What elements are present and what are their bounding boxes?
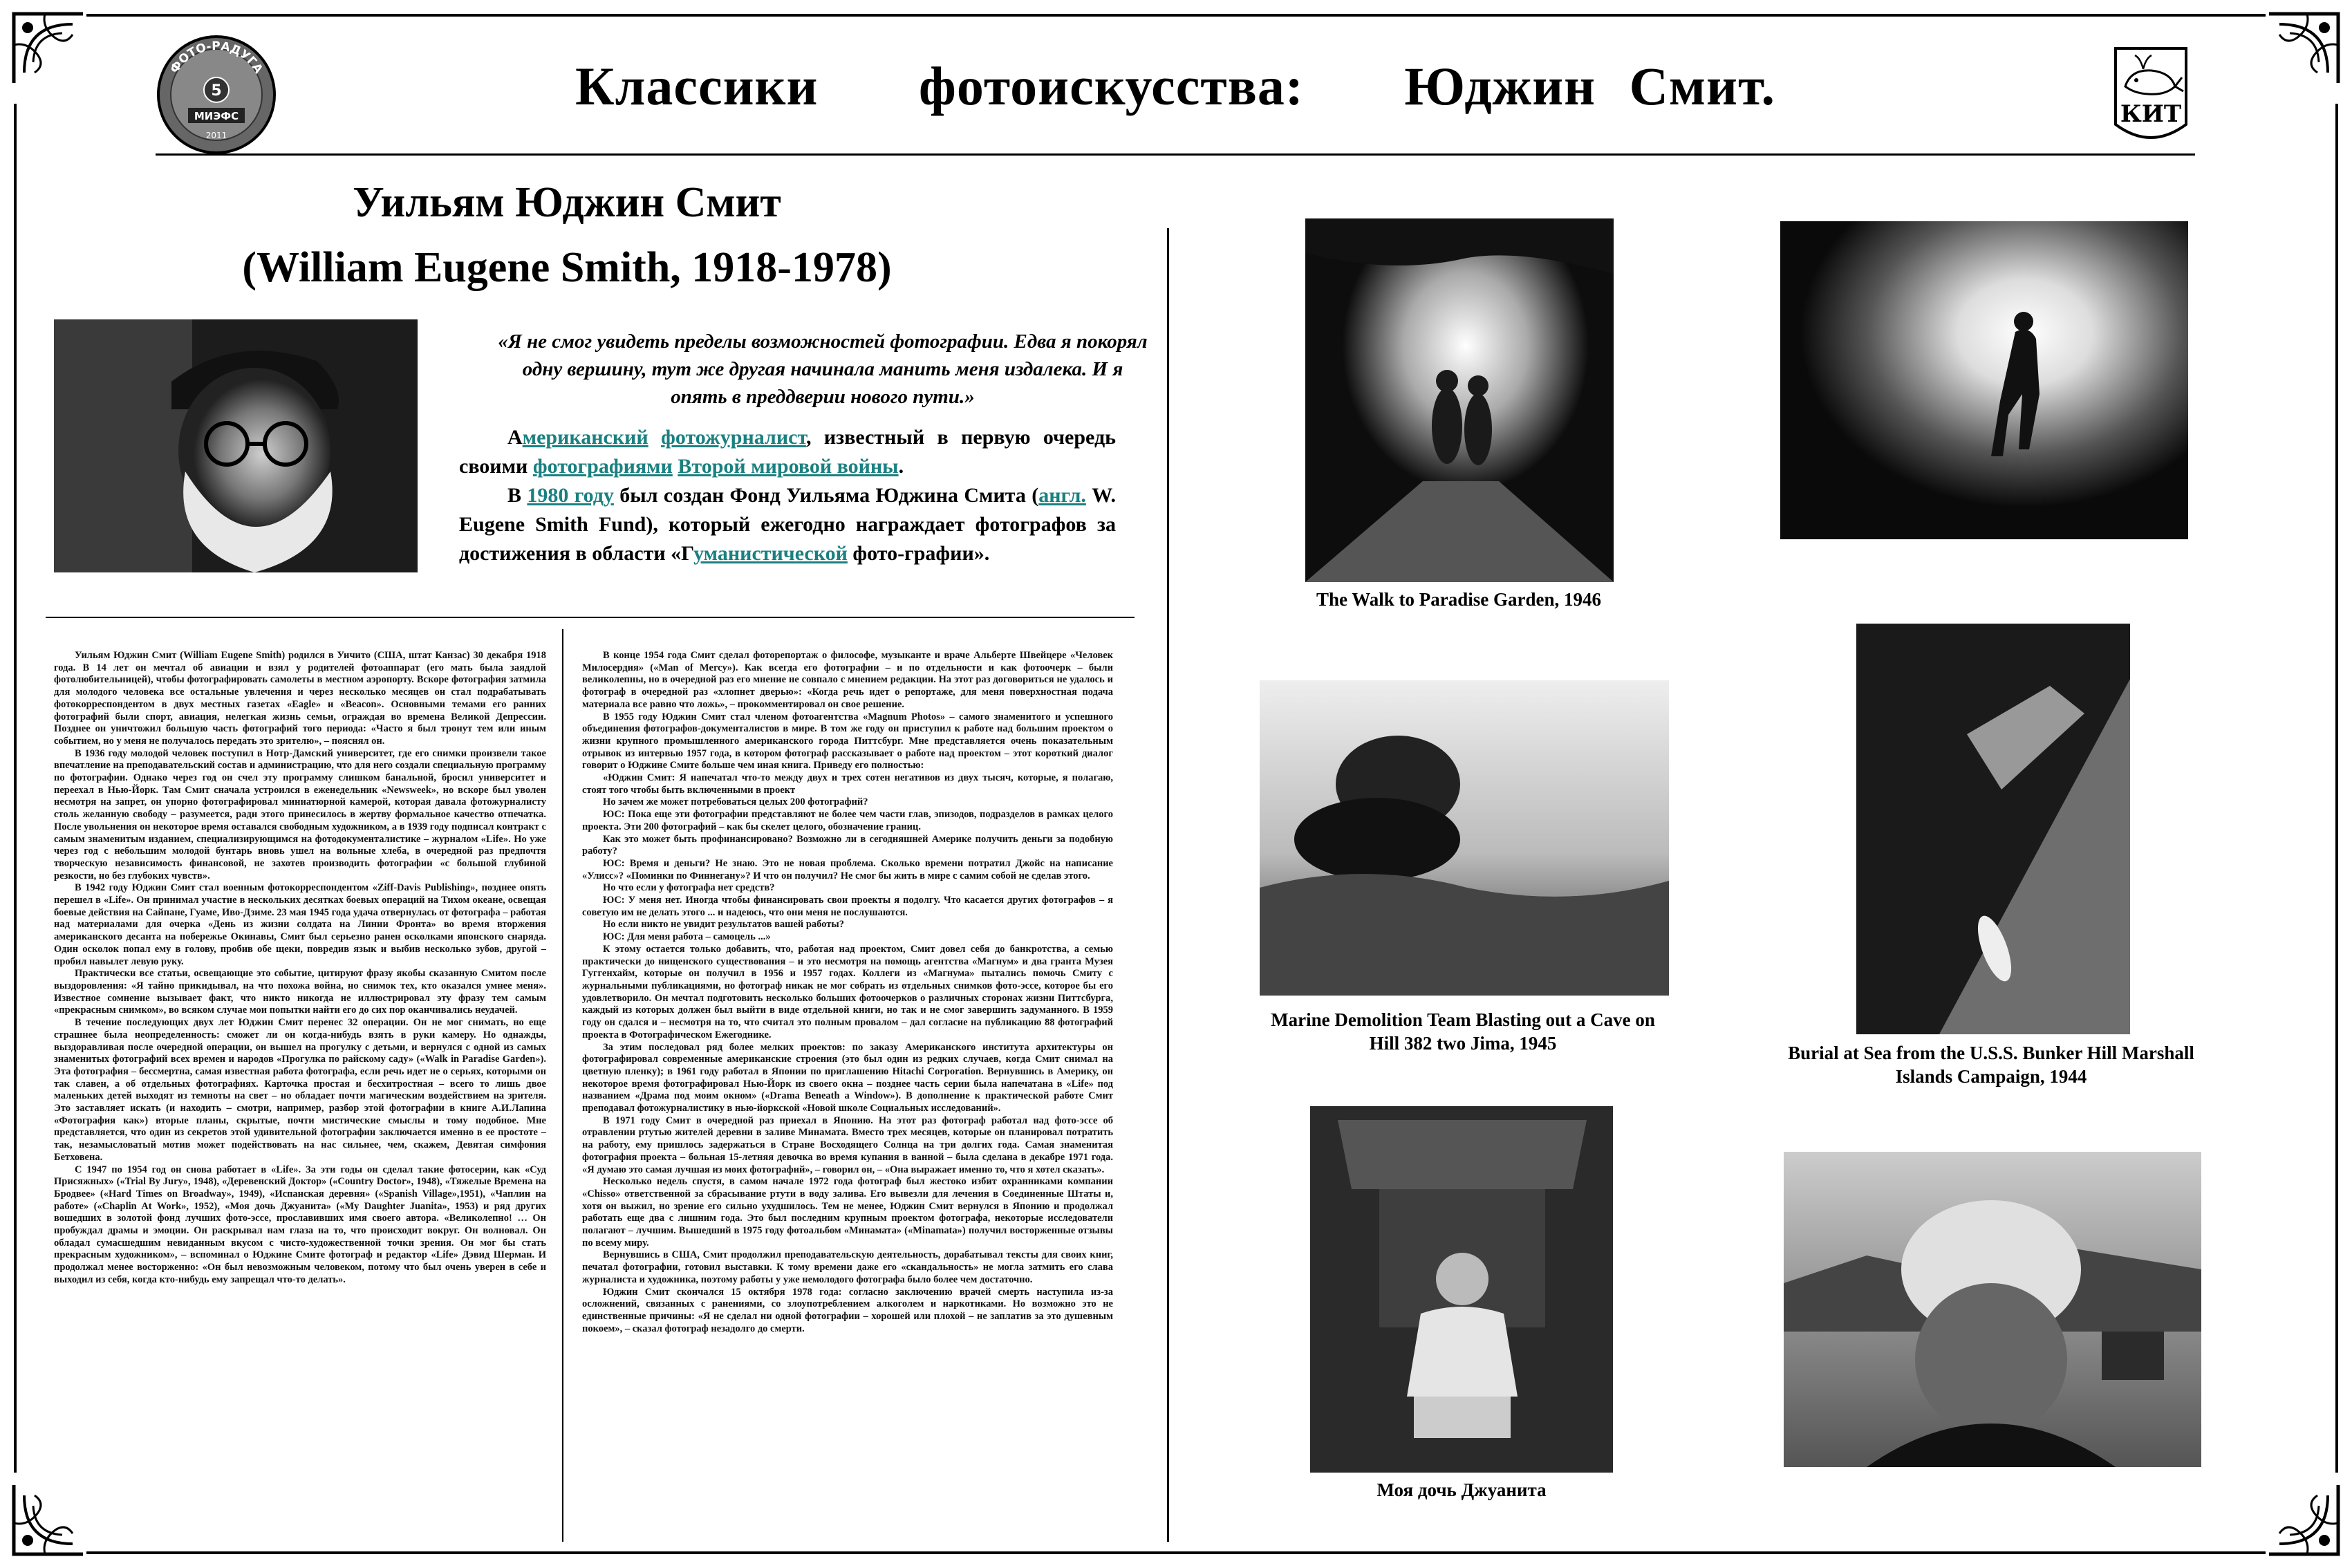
column-divider: [562, 629, 563, 1542]
person-name-en: (William Eugene Smith, 1918-1978): [242, 244, 892, 291]
biography-paragraph: Несколько недель спустя, в самом начале 1972 года фотограф был жестоко избит охранниками компании «Chisso» ответственной за сбрасывание ртути в воду залива. Его вывезли для лечения в Соединенные Штаты и, хотя он выжил, но зрение его сильно ухудшилось. Тем не менее, Юджин Смит вернулся в Японию и продолжал работать еще два с лишним года. Это был последним крупным проектом фотографа, некоторые исследователи полагают – лучшим. Вышедший в 1975 году фотоальбом «Минамата» («Minamata») получил восторженные отзывы по всему миру.: [582, 1176, 1113, 1249]
biography-paragraph: Как это может быть профинансировано? Возможно ли в сегодняшней Америке получить деньги за подобную работу?: [582, 833, 1113, 857]
biography-paragraph: «Юджин Смит: Я напечатал что-то между двух и трех сотен негативов из двух тысяч, которые, я полагаю, стоят того чтобы быть включенными в проект: [582, 772, 1113, 796]
svg-text:МИЭФС: МИЭФС: [194, 110, 239, 122]
corner-ornament-bottom-left: [7, 1478, 90, 1561]
intro-p2-link[interactable]: англ.: [1038, 484, 1086, 507]
svg-text:КИТ: КИТ: [2120, 100, 2182, 128]
biography-paragraph: Юджин Смит скончался 15 октября 1978 года: согласно заключению врачей смерть наступила из-за осложнений, связанных с ранениями, со злоупотреблением алкоголем и наркотиками. Но возможно это не единственные причины: «Я не сделал ни одной фотографии – хорошей или плохой – не заплатив за это душевным покоем», – сказал фотограф незадолго до смерти.: [582, 1286, 1113, 1334]
frame-right-line: [2335, 104, 2338, 1473]
intro-p2-text: В: [507, 484, 528, 507]
svg-text:ФОТО-РАДУГА: ФОТО-РАДУГА: [167, 39, 265, 76]
intro-p2-text: фото-графии».: [847, 542, 990, 565]
intro-paragraph-1: [459, 423, 1116, 481]
caption-burial-at-sea: Burial at Sea from the U.S.S. Bunker Hill Marshall Islands Campaign, 1944: [1788, 1043, 2194, 1087]
biography-paragraph: К этому остается только добавить, что, работая над проектом, Смит довел себя до банкротства, а семью практически до нищенского существования – и это несмотря на помощь агентства «Магнум» и два гранта Музея Гуггенхайм, которые он получил в 1956 и 1957 годах. Коллеги из «Магнума» пытались помочь Смиту с журнальными публикациями, но фотограф никак не мог собрать из отдельных снимков фото-эссе, которое бы его удовлетворило. Он мечтал подготовить несколько больших фотоочерков о различных сторонах жизни Питтсбурга, каждый из которых должен был выйти в виде отдельной книги, но так и не смог завершить задуманного. В 1959 году он сдался и – несмотря на то, что считал это полным провалом – дал согласие на публикацию 88 фотографий проекта в Фотографическом Ежегоднике.: [582, 943, 1113, 1040]
frame-left-line: [14, 104, 17, 1473]
intro-text: [459, 423, 1116, 568]
biography-paragraph: В конце 1954 года Смит сделал фоторепортаж о философе, музыканте и враче Альберте Швейцере «Человек Милосердия» («Man of Mercy»). Как всегда его фотографии – и по отдельности и как фотоочерк – были великолепны, но в очередной раз его мнение не совпало с мнением редакции. На этот раз договориться не удалось и фотограф в очередной раз «хлопнет дверью»: «Когда речь идет о репортаже, для меня поверхностная подача материала все равно что ложь», – прокомментировал он свое решение.: [582, 650, 1113, 710]
biography-paragraph: В 1971 году Смит в очередной раз приехал в Японию. На этот раз фотограф работал над фото-эссе об отравлении ртутью жителей деревни в заливе Минамата. Вместо трех месяцев, которые он планировал потратить на работу, ему пришлось задержаться в Стране Восходящего Солнца на три долгих года. Самая знаменитая фотография проекта – больная 15-летняя девочка во время купания в ванной – была сделана в декабре 1971 года. «Я думаю это самая лучшая из моих фотографий», – говорил он, – «Она выражает именно то, что я хотел сказать».: [582, 1114, 1113, 1175]
photo-marine-demolition: [1260, 680, 1669, 996]
intro-p2-text: W. Eugene Smith Fund), который ежегодно награждает фотографов за достижения в области «Г: [459, 484, 1117, 565]
biography-paragraph: В течение последующих двух лет Юджин Смит перенес 32 операции. Он не мог снимать, но еще страшнее была неопределенность: сможет ли он когда-нибудь взять в руки камеру. Но однажды, выздоравливая после очередной операции, он вышел на прогулку с детьми, и вернулся с одной из самых знаменитых фотографий всех времен и народов «Прогулка по райскому саду» («Walk in Paradise Garden»). Эта фотография – бессмертна, самая известная работа фотографа, если речь идет не о серьях, которыми он так славен, а об отдельных фотографиях. Карточка простая и бесхитростная – всего то лишь двое маленьких детей выходят из темноты на свет – но обладает почти магическим воздействием на зрителя. Это заставляет искать (и находить – смотри, например, разбор этой фотографии в книге А.И.Лапина «Фотография как») вторые планы, скрытые, почти мистические смыслы и тому подобное. Мне представляется, что один из секретов этой удивительной фотографии заключается именно в ее простоте – так, незамысловатый мотив может подействовать на нас сильнее, чем, скажем, Девятая симфония Бетховена.: [54, 1017, 546, 1163]
frame-bottom-line: [86, 1551, 2266, 1554]
svg-text:2011: 2011: [205, 131, 227, 140]
intro-p1-link[interactable]: Второй мировой войны: [678, 455, 899, 478]
biography-paragraph: Практически все статьи, освещающие это событие, цитируют фразу якобы сказанную Смитом после выздоровления: «Я тайно прикидывал, на что похожа война, но снимок тех, кто оказался умнее меня». Известное сомнение вызывает факт, что никто никогда не иллюстрировал эту фразу тем самым «прекрасным снимком», во всяком случае мои попытки найти его до сих пор оканчивались неудачей.: [54, 968, 546, 1016]
biography-paragraph: В 1955 году Юджин Смит стал членом фотоагентства «Magnum Photos» – самого знаменитого и успешного объединения фотографов-документалистов в мире. В том же году он приступил к работе над большим проектом о жизни крупного промышленного американского города Питтсбург. Мне представляется очень показательным отрывок из интервью 1957 года, в котором фотограф рассказывает о работе над проектом – этот короткий диалог говорит о Юджине Смите больше чем иная книга. Приведу его полностью:: [582, 711, 1113, 772]
photo-walk-to-paradise-garden: [1305, 218, 1614, 582]
biography-paragraph: Но что если у фотографа нет средств?: [603, 882, 775, 894]
header-underline: [156, 153, 2195, 156]
photo-schweitzer: [1784, 1152, 2201, 1467]
caption-juanita: Моя дочь Джуанита: [1376, 1480, 1547, 1500]
intro-p2-link[interactable]: 1980 году: [527, 484, 614, 507]
photo-burial-at-sea: [1856, 624, 2130, 1034]
center-divider: [1167, 228, 1169, 1542]
kit-whale-logo: [2110, 35, 2192, 151]
biography-paragraph: ЮС: Пока еще эти фотографии представляют не более чем части глав, эпизодов, подразделов в рамках целого проекта. Эти 200 фотографий – как бы скелет целого, обозначение границ.: [582, 809, 1113, 832]
quote: «Я не смог увидеть пределы возможностей фотографии. Едва я покорял одну вершину, тут же другая начинала манить меня издалека. И я опять в преддверии нового пути.»: [498, 330, 1148, 408]
intro-p1-text: , известный в первую очередь своими: [459, 426, 1116, 478]
caption-walk-to-paradise-garden: The Walk to Paradise Garden, 1946: [1316, 589, 1602, 610]
intro-separator: [46, 617, 1135, 618]
biography-paragraph: За этим последовал ряд более мелких проектов: по заказу Американского института архитектуры он фотографировал современные американские строения (это был один из редких случаев, когда Смит снимал на цветную пленку); в 1961 году работал в Японии по приглашению Hitachi Corporation. Вернувшись в Америку, он некоторое время фотографировал Нью-Йорк из своего окна – позднее часть серии была напечатана в «Life» под названием «Драма под моим окном» («Drama Beneath a Window»). В дополнение к практической работе Смит преподавал фотожурналистику в нью-йоркской «Новой школе Социальных исследований».: [582, 1041, 1113, 1114]
intro-p1-text: [648, 426, 661, 449]
intro-p1-link[interactable]: фотожурналист: [661, 426, 806, 449]
intro-p1-text: .: [898, 455, 904, 478]
biography-paragraph: ЮС: Для меня работа – самоцель ...»: [603, 931, 771, 943]
intro-p1-text: А: [507, 426, 523, 449]
biography-paragraph: В 1942 году Юджин Смит стал военным фотокорреспондентом «Ziff-Davis Publishing», позднее опять перешел в «Life». Он принимал участие в нескольких десятках боевых операций на Тихом океане, освещая боевые действия на Сайпане, Гуаме, Иво-Дзиме. 23 мая 1945 года удача отвернулась от фотографа – работая над материалами для очерка «День из жизни солдата на Линии Фронта» во время вторжения американского десанта на побережье Окинавы, Смит был серьезно ранен осколками японского снаряда. Один осколок попал ему в голову, пробив обе щеки, повредив язык и выбив несколько зубов, другой – пробил навылет левую руку.: [54, 882, 546, 967]
intro-paragraph-2: [459, 481, 1116, 568]
corner-ornament-bottom-right: [2262, 1478, 2345, 1561]
biography-paragraph: Вернувшись в США, Смит продолжил преподавательскую деятельность, дорабатывал тексты для своих книг, печатал фотографии, готовил выставки. К тому времени даже его «скандальность» не могла затмить его слава журналиста и художника, поэтому работы у уже немолодого фотографа было более чем достаточно.: [582, 1249, 1113, 1285]
corner-ornament-top-right: [2262, 7, 2345, 90]
biography-paragraph: Но если никто не увидит результатов вашей работы?: [603, 919, 844, 931]
intro-p1-link[interactable]: фотографиями: [532, 455, 673, 478]
biography-paragraph: Уильям Юджин Смит (William Eugene Smith) родился в Уичито (США, штат Канзас) 30 декабря 1918 года. В 14 лет он мечтал об авиации и взял у родителей фотоаппарат (его мать была заядлой фотолюбительницей), чтобы фотографировать самолеты в местном аэропорту. Вскоре фотография затмила для молодого человека все остальные увлечения и через несколько месяцев он стал подрабатывать фотокорреспондентом в двух местных газетах «Eagle» и «Beacon». Основными темами его ранних фотографий были спорт, авиация, нелегкая жизнь семьи, ограждая во времена Великой Депрессии. Позднее он уничтожил большую часть фотографий того периода: «Часто я был тронут тем или иным событием, но у меня не получалось передать это зрителю», – пояснял он.: [54, 650, 546, 747]
biography-column-2: [582, 650, 1113, 1335]
biography-column-1: [54, 650, 546, 1287]
intro-p1-link[interactable]: мериканский: [522, 426, 648, 449]
frame-top-line: [86, 14, 2266, 17]
biography-paragraph: ЮС: У меня нет. Иногда чтобы финансировать свои проекты я подолгу. Что касается других фотографов – я советую им не делать этого ... и надеюсь, что они меня не послушаются.: [582, 895, 1113, 918]
intro-p2-text: был создан Фонд Уильяма Юджина Смита (: [613, 484, 1039, 507]
page-title: Классики фотоискусства: Юджин Смит.: [575, 56, 1775, 116]
person-name-ru: Уильям Юджин Смит: [353, 179, 781, 226]
caption-marine-demolition: Marine Demolition Team Blasting out a Cave on Hill 382 two Jima, 1945: [1271, 1009, 1655, 1054]
biography-paragraph: ЮС: Время и деньги? Не знаю. Это не новая проблема. Сколько времени потратил Джойс на написание «Улисс»? «Поминки по Финнегану»? И что он получил? Не смог бы жить в мире с самим собой не сделав этого.: [582, 857, 1113, 881]
intro-p2-link[interactable]: уманистической: [693, 542, 848, 565]
photo-tunnel: [1780, 221, 2188, 539]
biography-paragraph: Но зачем же может потребоваться целых 200 фотографий?: [603, 796, 868, 808]
svg-text:5: 5: [211, 82, 222, 100]
photo-juanita: [1310, 1106, 1613, 1473]
corner-ornament-top-left: [7, 7, 90, 90]
biography-paragraph: В 1936 году молодой человек поступил в Нотр-Дамский университет, где его снимки произвели такое впечатление на преподавательский состав и администрацию, что для него создали специальную программу по фотографии. Однако через год он счел эту программу слишком банальной, бросил университет и переехал в Нью-Йорк. Там Смит сначала устроился в еженедельник «Newsweek», но вскоре был уволен несмотря на запрет, он упорно фотографировал миниатюрной камерой, которая давала фотожурналисту столь желанную свободу – разумеется, ради этого принесилось в жертву формальное качество отпечатка. После увольнения он некоторое время оставался свободным художником, а в 1939 году подписал контракт с самым знаменитым изданием, специализирующимся на фотодокументалистике – журналом «Life». Но уже через год с небольшим молодой бунтарь вновь ушел на вольные хлеба, в очередной раз предпочтя творческую независимость финансовой, не захотев производить фотографии «с большой глубиной резкости, но без глубоких чувств».: [54, 747, 546, 881]
biography-paragraph: С 1947 по 1954 год он снова работает в «Life». За эти годы он сделал такие фотосерии, как «Суд Присяжных» («Trial By Jury», 1948), «Деревенский Доктор» («Country Doctor», 1948), «Тяжелые Времена на Бродвее» («Hard Times on Broadway», 1949), «Испанская деревня» («Spanish Village»,1951), «Чаплин на работе» («Chaplin At Work», 1952), «Моя дочь Джуанита» («My Daughter Juanita», 1953) и ряд других вошедших в золотой фонд лучших фото-эссе, прославивших имя своего автора. «Великолепно! … Он пробуждал драмы и эмоции. Он раскрывал нам глаза на то, что происходит вокруг. Он волновал. Он обладал сумасшедшим невиданным вкусом с чисто-художественной точки зрения. Он мог бы стать прекрасным художником», – вспоминал о Юджине Смите фотограф и редактор «Life» Дэвид Шерман. И продолжал менее восторженно: «Он был невозможным человеком, потому что был очень уверен в себе и выходил из себя, когда кто-нибудь ему запрещал что-то делать».: [54, 1164, 546, 1285]
portrait-photo: [54, 319, 418, 572]
